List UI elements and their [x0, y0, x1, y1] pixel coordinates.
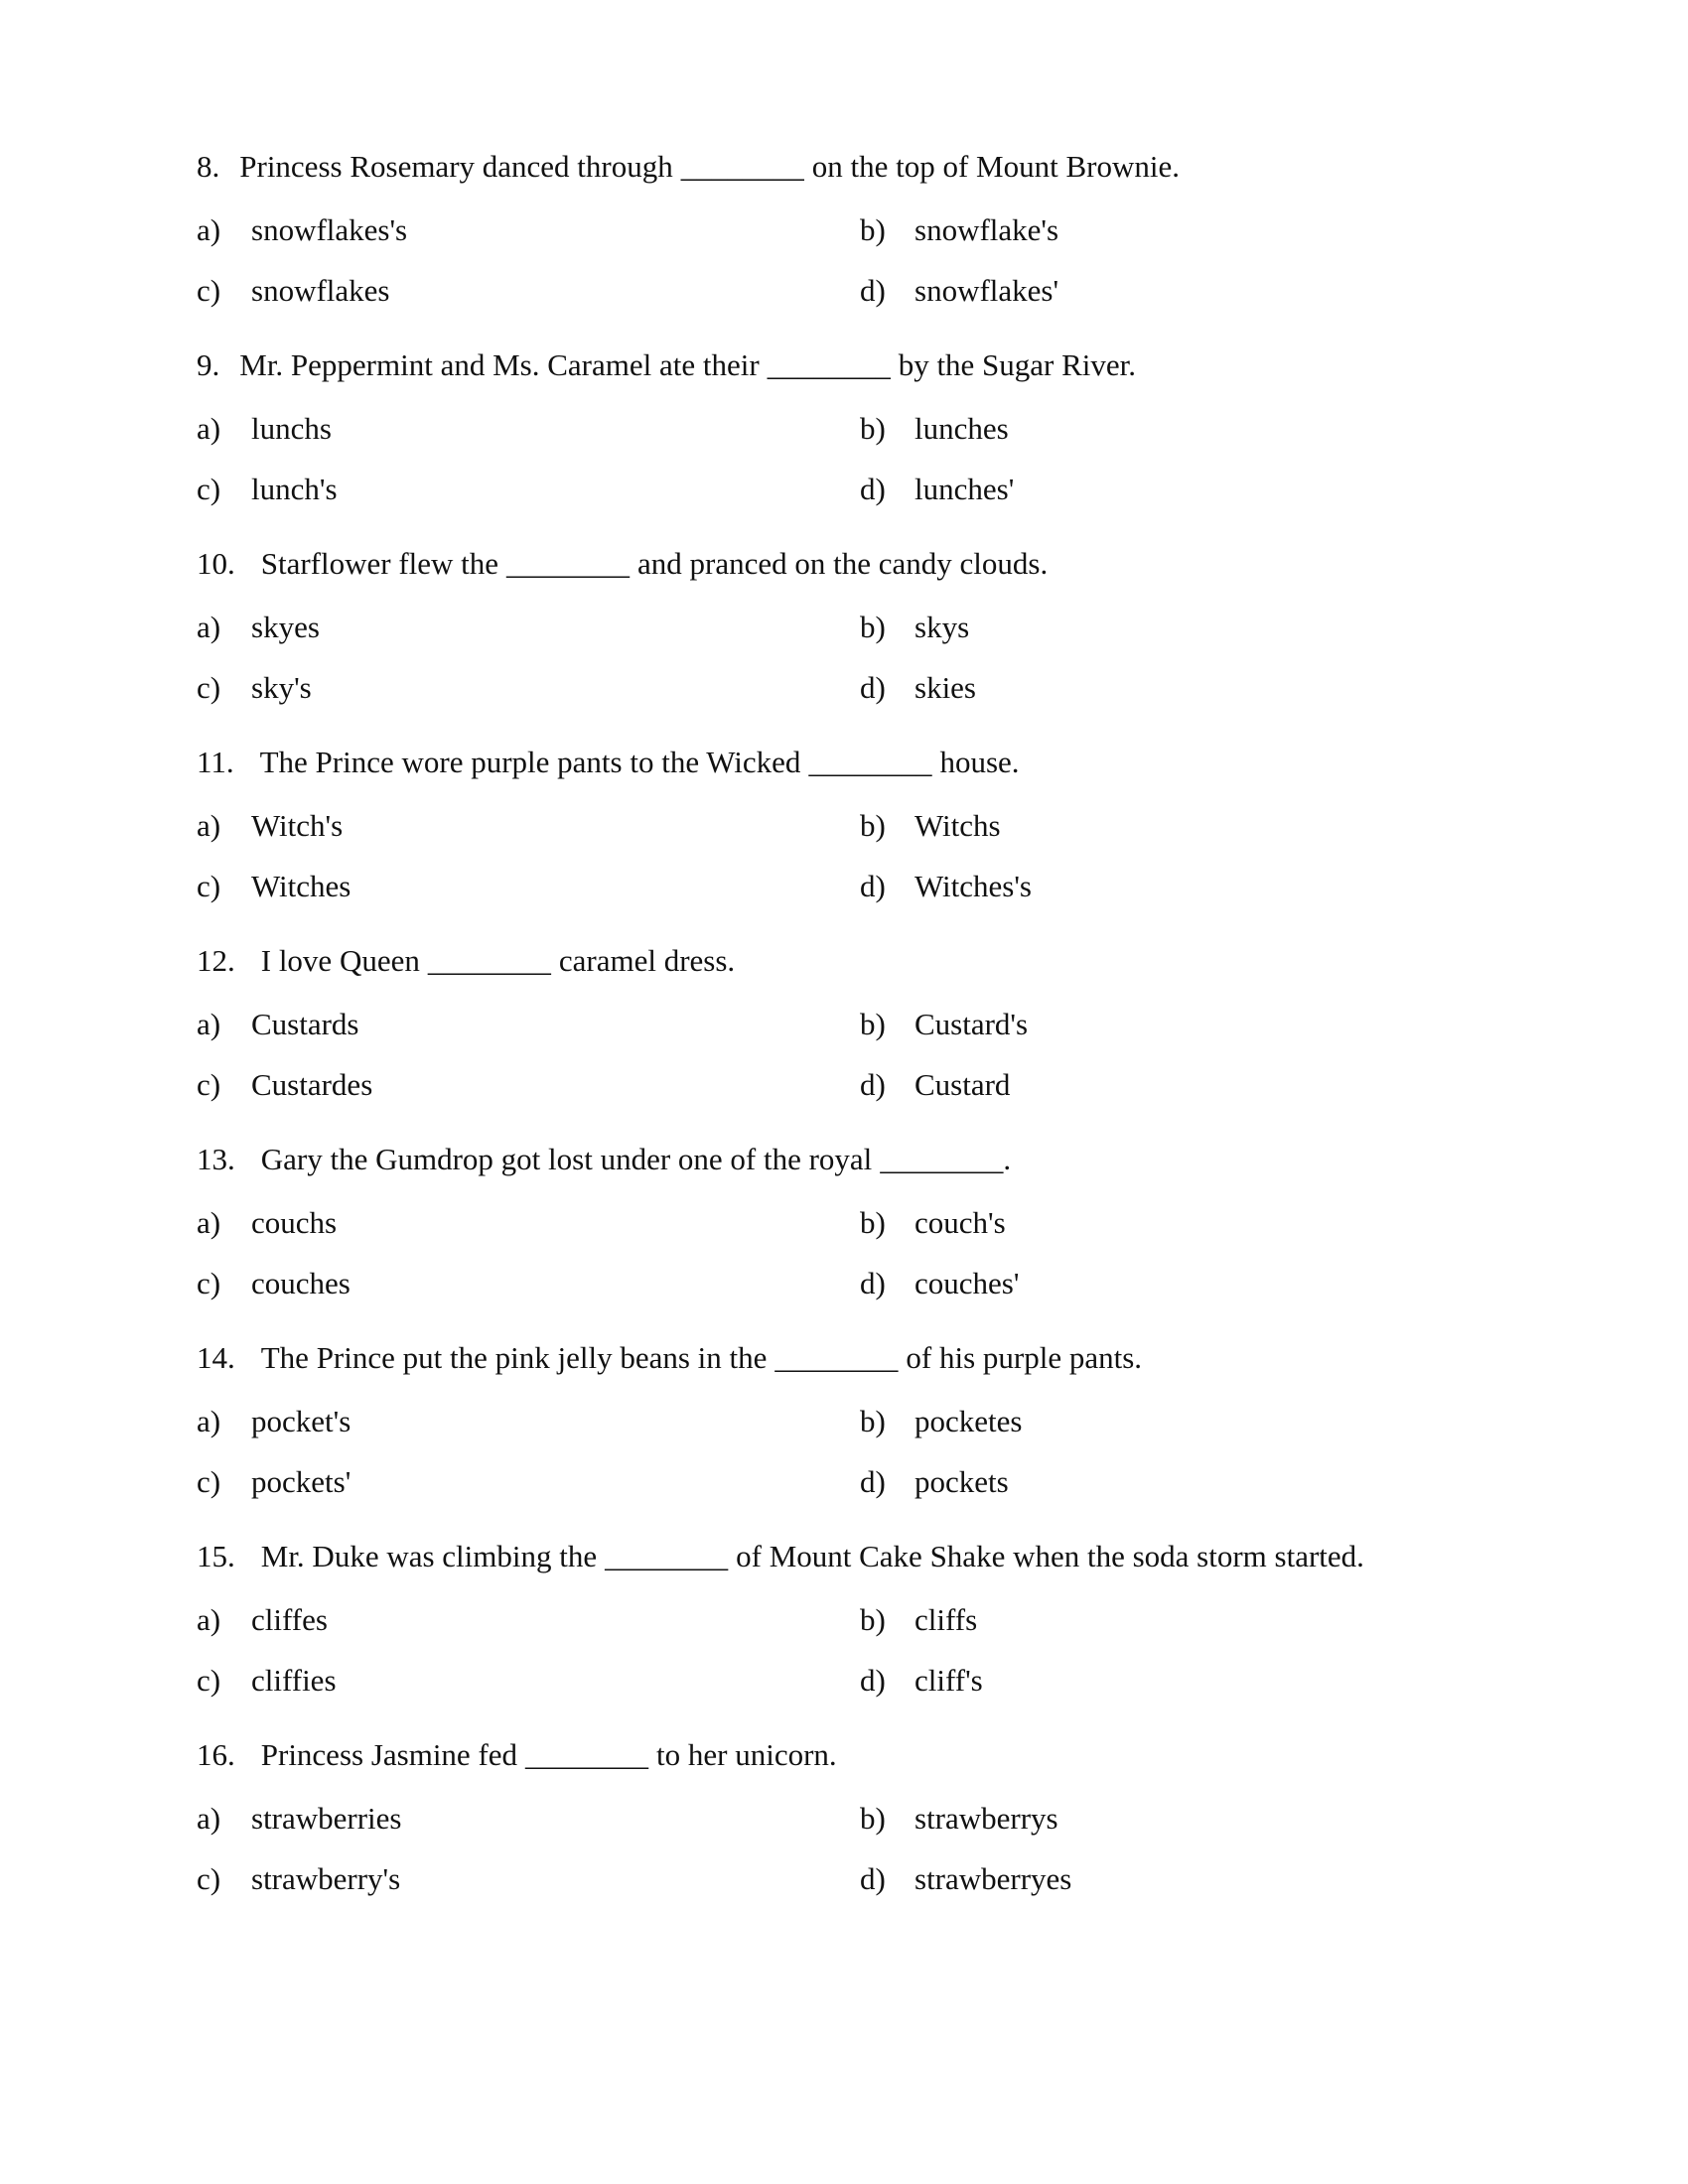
question-text-before-blank: Princess Jasmine fed — [260, 1737, 518, 1772]
question-block — [0, 147, 1688, 345]
question-text-before-blank: I love Queen — [260, 943, 420, 978]
option-text: cliffes — [251, 1602, 328, 1637]
option-letter: d) — [860, 472, 886, 506]
option-letter: c) — [197, 1861, 221, 1896]
option-letter: a) — [197, 1404, 221, 1438]
question-text-before-blank: Gary the Gumdrop got lost under one of the royal — [260, 1142, 873, 1176]
option-text: couches' — [914, 1266, 1020, 1300]
option-letter: d) — [860, 1861, 886, 1896]
question-number: 10. — [197, 546, 235, 581]
question-prompt — [197, 941, 735, 981]
option-text: Witches's — [914, 869, 1032, 903]
question-number: 13. — [197, 1142, 235, 1176]
option-letter: d) — [860, 1266, 886, 1300]
question-prompt — [197, 1735, 837, 1775]
question-text-after-blank: to her unicorn. — [656, 1737, 837, 1772]
option-text: strawberry's — [251, 1861, 401, 1896]
question-text-before-blank: The Prince wore purple pants to the Wicked — [259, 745, 801, 779]
question-text-after-blank: caramel dress. — [558, 943, 736, 978]
question-text-after-blank: and pranced on the candy clouds. — [637, 546, 1049, 581]
question-number: 11. — [197, 745, 234, 779]
option-text: cliffs — [914, 1602, 978, 1637]
question-text-before-blank: Princess Rosemary danced through — [239, 149, 673, 184]
answer-blank: ________ — [774, 1340, 899, 1375]
option-text: Custard — [914, 1067, 1011, 1102]
option-letter: b) — [860, 1404, 886, 1438]
option-text: strawberries — [251, 1801, 402, 1836]
option-letter: c) — [197, 1663, 221, 1698]
option-letter: c) — [197, 1464, 221, 1499]
option-letter: b) — [860, 1007, 886, 1041]
option-text: lunches' — [914, 472, 1015, 506]
option-letter: b) — [860, 411, 886, 446]
option-text: skies — [914, 670, 976, 705]
question-prompt — [197, 147, 1180, 187]
option-letter: a) — [197, 1205, 221, 1240]
option-text: snowflakes's — [251, 212, 408, 247]
question-block — [0, 544, 1688, 743]
option-text: pocketes — [914, 1404, 1023, 1438]
option-letter: c) — [197, 273, 221, 308]
option-letter: a) — [197, 610, 221, 644]
option-text: pocket's — [251, 1404, 352, 1438]
question-number: 8. — [197, 149, 220, 184]
question-number: 15. — [197, 1539, 235, 1573]
question-block — [0, 1338, 1688, 1537]
option-letter: d) — [860, 1464, 886, 1499]
option-text: pockets' — [251, 1464, 352, 1499]
option-text: skyes — [251, 610, 320, 644]
question-text-after-blank: of Mount Cake Shake when the soda storm started. — [736, 1539, 1364, 1573]
question-text-before-blank: The Prince put the pink jelly beans in the — [260, 1340, 768, 1375]
option-letter: a) — [197, 1801, 221, 1836]
option-letter: c) — [197, 1266, 221, 1300]
option-letter: b) — [860, 212, 886, 247]
question-text-after-blank: on the top of Mount Brownie. — [811, 149, 1180, 184]
option-letter: d) — [860, 1663, 886, 1698]
option-text: Custard's — [914, 1007, 1029, 1041]
option-letter: c) — [197, 869, 221, 903]
option-text: sky's — [251, 670, 312, 705]
option-letter: a) — [197, 411, 221, 446]
option-letter: a) — [197, 1007, 221, 1041]
question-block — [0, 1140, 1688, 1338]
question-text-before-blank: Starflower flew the — [260, 546, 499, 581]
option-letter: d) — [860, 869, 886, 903]
answer-blank: ________ — [808, 745, 932, 779]
option-letter: d) — [860, 670, 886, 705]
question-block — [0, 743, 1688, 941]
option-text: Witch's — [251, 808, 344, 843]
question-prompt — [197, 1140, 1011, 1179]
answer-blank: ________ — [880, 1142, 1004, 1176]
option-text: snowflake's — [914, 212, 1059, 247]
option-letter: a) — [197, 1602, 221, 1637]
answer-blank: ________ — [767, 347, 891, 382]
option-text: Witchs — [914, 808, 1001, 843]
question-number: 9. — [197, 347, 220, 382]
option-letter: c) — [197, 670, 221, 705]
question-text-after-blank: . — [1003, 1142, 1012, 1176]
option-text: lunchs — [251, 411, 332, 446]
answer-blank: ________ — [427, 943, 551, 978]
option-letter: b) — [860, 808, 886, 843]
question-prompt — [197, 544, 1048, 584]
option-text: Witches — [251, 869, 352, 903]
question-block — [0, 345, 1688, 544]
question-prompt — [197, 345, 1136, 385]
answer-blank: ________ — [605, 1539, 729, 1573]
option-text: couch's — [914, 1205, 1006, 1240]
answer-blank: ________ — [506, 546, 631, 581]
question-text-before-blank: Mr. Peppermint and Ms. Caramel ate their — [239, 347, 760, 382]
option-text: lunch's — [251, 472, 338, 506]
question-text-after-blank: house. — [939, 745, 1020, 779]
option-letter: c) — [197, 1067, 221, 1102]
option-text: cliff's — [914, 1663, 983, 1698]
question-number: 12. — [197, 943, 235, 978]
question-block — [0, 941, 1688, 1140]
option-text: couchs — [251, 1205, 338, 1240]
question-text-before-blank: Mr. Duke was climbing the — [260, 1539, 598, 1573]
answer-blank: ________ — [680, 149, 804, 184]
question-text-after-blank: of his purple pants. — [906, 1340, 1143, 1375]
option-letter: a) — [197, 212, 221, 247]
question-number: 16. — [197, 1737, 235, 1772]
option-text: snowflakes' — [914, 273, 1059, 308]
option-text: strawberrys — [914, 1801, 1058, 1836]
question-number: 14. — [197, 1340, 235, 1375]
option-letter: a) — [197, 808, 221, 843]
option-text: snowflakes — [251, 273, 390, 308]
question-block — [0, 1735, 1688, 1934]
question-block — [0, 1537, 1688, 1735]
option-letter: b) — [860, 1602, 886, 1637]
question-prompt — [197, 1537, 1364, 1576]
option-letter: d) — [860, 273, 886, 308]
question-text-after-blank: by the Sugar River. — [898, 347, 1137, 382]
option-text: lunches — [914, 411, 1009, 446]
option-text: pockets — [914, 1464, 1009, 1499]
option-text: Custardes — [251, 1067, 373, 1102]
option-text: couches — [251, 1266, 351, 1300]
option-letter: b) — [860, 1205, 886, 1240]
option-text: strawberryes — [914, 1861, 1072, 1896]
option-text: cliffies — [251, 1663, 337, 1698]
option-letter: b) — [860, 610, 886, 644]
option-text: Custards — [251, 1007, 359, 1041]
option-letter: c) — [197, 472, 221, 506]
option-letter: b) — [860, 1801, 886, 1836]
option-letter: d) — [860, 1067, 886, 1102]
question-prompt — [197, 743, 1020, 782]
option-text: skys — [914, 610, 970, 644]
question-prompt — [197, 1338, 1142, 1378]
answer-blank: ________ — [525, 1737, 649, 1772]
